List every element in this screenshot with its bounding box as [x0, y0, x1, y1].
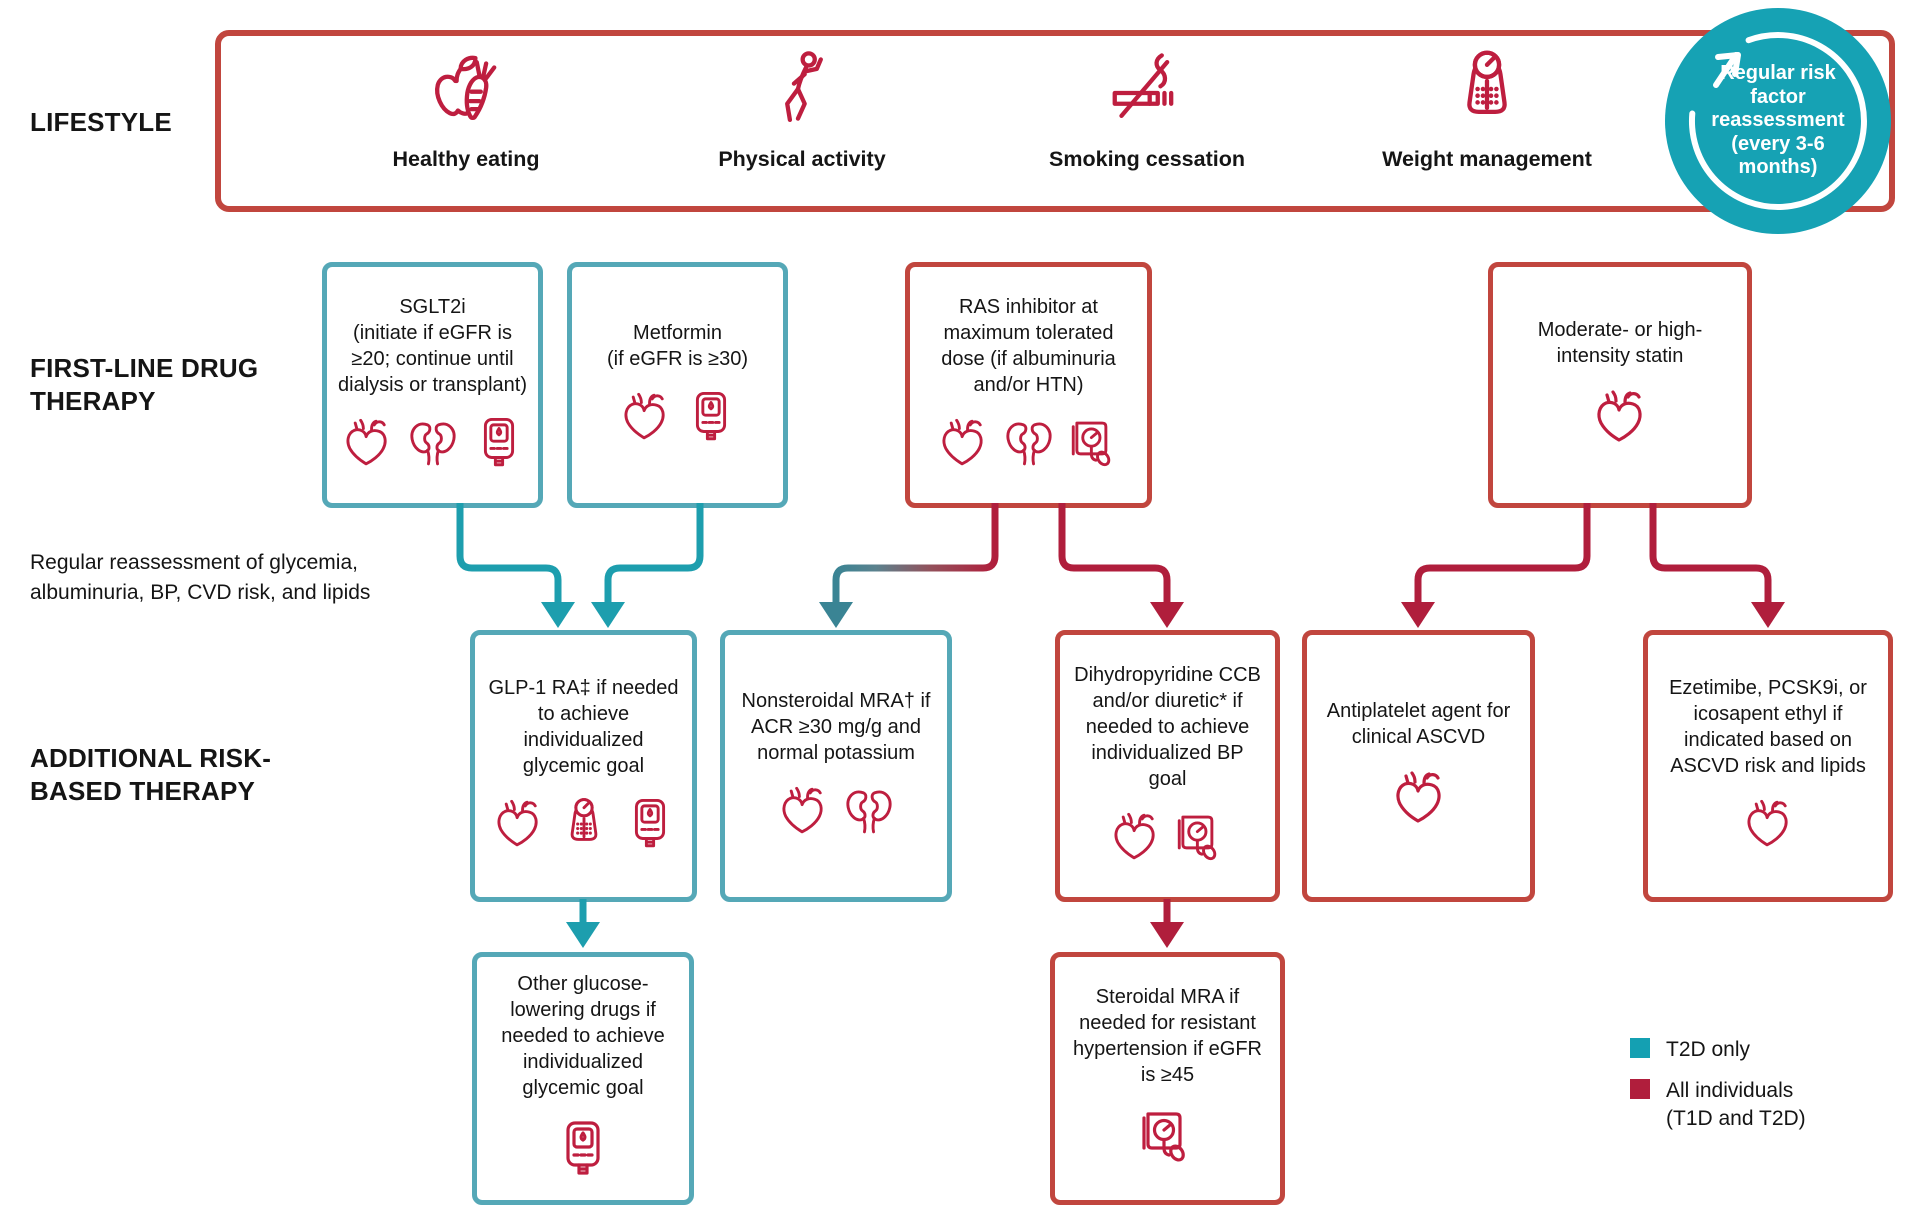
bp-monitor-icon	[1172, 808, 1230, 871]
arrow-sglt2i-to-glp1	[460, 503, 558, 606]
lifestyle-item-label: Smoking cessation	[1049, 147, 1245, 171]
legend-all-swatch	[1630, 1079, 1650, 1099]
box-steroidal-mra-icons	[1136, 1104, 1200, 1173]
box-other-glucose-lowering	[472, 952, 694, 1205]
box-metformin	[567, 262, 788, 508]
box-steroidal-mra	[1050, 952, 1285, 1205]
box-ezetimibe-pcsk9i	[1643, 630, 1893, 902]
box-antiplatelet	[1302, 630, 1535, 902]
glucose-meter-icon	[682, 388, 740, 451]
box-antiplatelet-icons	[1387, 766, 1451, 835]
glucose-meter-icon	[621, 795, 679, 858]
legend-t2d-label: T2D only	[1666, 1038, 1751, 1061]
box-ezetimibe-icons	[1739, 795, 1797, 858]
kidneys-icon	[1000, 414, 1058, 477]
risk-reassessment-badge	[1665, 8, 1891, 234]
box-nonsteroidal-mra-icons	[774, 782, 898, 845]
heart-icon	[1739, 795, 1797, 858]
lifestyle-item-smoking-cessation	[1022, 46, 1272, 172]
lifestyle-item-label: Weight management	[1382, 147, 1592, 171]
box-statin-text: Moderate- or high-intensity statin	[1537, 318, 1703, 367]
box-sglt2i-icons	[338, 414, 528, 477]
box-sglt2i	[322, 262, 543, 508]
lifestyle-item-weight-management	[1362, 46, 1612, 172]
first-line-row-label: FIRST-LINE DRUG THERAPY	[30, 353, 259, 417]
arrow-ras-to-ccb	[1062, 503, 1167, 606]
lifestyle-row-label: LIFESTYLE	[30, 107, 172, 137]
lifestyle-item-label: Healthy eating	[392, 147, 540, 171]
additional-row-label: ADDITIONAL RISK-BASED THERAPY	[30, 743, 272, 807]
bp-monitor-icon	[1066, 414, 1124, 477]
weight-scale-icon	[555, 795, 613, 858]
weight-scale-icon	[1444, 46, 1530, 137]
legend	[1630, 1036, 1841, 1132]
legend-t2d-swatch	[1630, 1038, 1650, 1058]
box-sglt2i-text: SGLT2i (initiate if eGFR is ≥20; continue until dialysis or transplant)	[338, 295, 527, 396]
bp-monitor-icon	[1136, 1104, 1200, 1173]
box-steroidal-mra-text: Steroidal MRA if needed for resistant hypertension if eGFR is ≥45	[1073, 986, 1262, 1086]
badge-text: Regular risk factor reassessment (every 3-6 months)	[1711, 62, 1845, 179]
box-statin	[1488, 262, 1752, 508]
apple-carrot-icon	[423, 46, 509, 137]
lifestyle-item-healthy-eating	[341, 46, 591, 172]
box-glp1-ra	[470, 630, 697, 902]
box-other-glucose-icons	[551, 1117, 615, 1186]
box-nonsteroidal-mra-text: Nonsteroidal MRA† if ACR ≥30 mg/g and normal potassium	[741, 689, 931, 764]
legend-t2d-only	[1630, 1036, 1841, 1063]
box-antiplatelet-text: Antiplatelet agent for clinical ASCVD	[1326, 699, 1511, 748]
no-smoking-icon	[1104, 46, 1190, 137]
box-ras-text: RAS inhibitor at maximum tolerated dose (if albuminuria and/or HTN)	[941, 295, 1116, 396]
box-ras-icons	[934, 414, 1124, 477]
arrow-statin-to-ezetimibe	[1653, 503, 1768, 606]
reassessment-note: Regular reassessment of glycemia, albuminuria, BP, CVD risk, and lipids	[30, 551, 371, 604]
heart-icon	[934, 414, 992, 477]
box-metformin-text: Metformin (if eGFR is ≥30)	[607, 321, 748, 370]
heart-icon	[1387, 766, 1451, 835]
legend-all-individuals	[1630, 1077, 1841, 1132]
kidneys-icon	[840, 782, 898, 845]
heart-icon	[616, 388, 674, 451]
box-glp1-text: GLP-1 RA‡ if needed to achieve individualized glycemic goal	[488, 676, 679, 777]
arrow-metformin-to-glp1	[608, 503, 700, 606]
lifestyle-item-physical-activity	[677, 46, 927, 172]
box-ccb-icons	[1106, 808, 1230, 871]
box-ras-inhibitor	[905, 262, 1152, 508]
box-statin-icons	[1588, 385, 1652, 454]
box-ccb-text: Dihydropyridine CCB and/or diuretic* if needed to achieve individualized BP goal	[1074, 663, 1261, 790]
glucose-meter-icon	[551, 1117, 615, 1186]
glucose-meter-icon	[470, 414, 528, 477]
heart-icon	[1588, 385, 1652, 454]
box-metformin-icons	[616, 388, 740, 451]
arrow-statin-to-antiplatelet	[1418, 503, 1587, 606]
heart-icon	[338, 414, 396, 477]
kidneys-icon	[404, 414, 462, 477]
box-ccb-diuretic	[1055, 630, 1280, 902]
arrow-ras-to-nonsteroidal-mra	[836, 503, 995, 606]
person-walking-icon	[759, 46, 845, 137]
heart-icon	[1106, 808, 1164, 871]
box-nonsteroidal-mra	[720, 630, 952, 902]
box-ezetimibe-text: Ezetimibe, PCSK9i, or icosapent ethyl if indicated based on ASCVD risk and lipids	[1669, 676, 1867, 777]
legend-all-label: All individuals (T1D and T2D)	[1666, 1079, 1806, 1130]
box-other-glucose-text: Other glucose-lowering drugs if needed to achieve individualized glycemic goal	[501, 973, 665, 1099]
box-glp1-icons	[489, 795, 679, 858]
heart-icon	[489, 795, 547, 858]
lifestyle-item-label: Physical activity	[718, 147, 886, 171]
heart-icon	[774, 782, 832, 845]
